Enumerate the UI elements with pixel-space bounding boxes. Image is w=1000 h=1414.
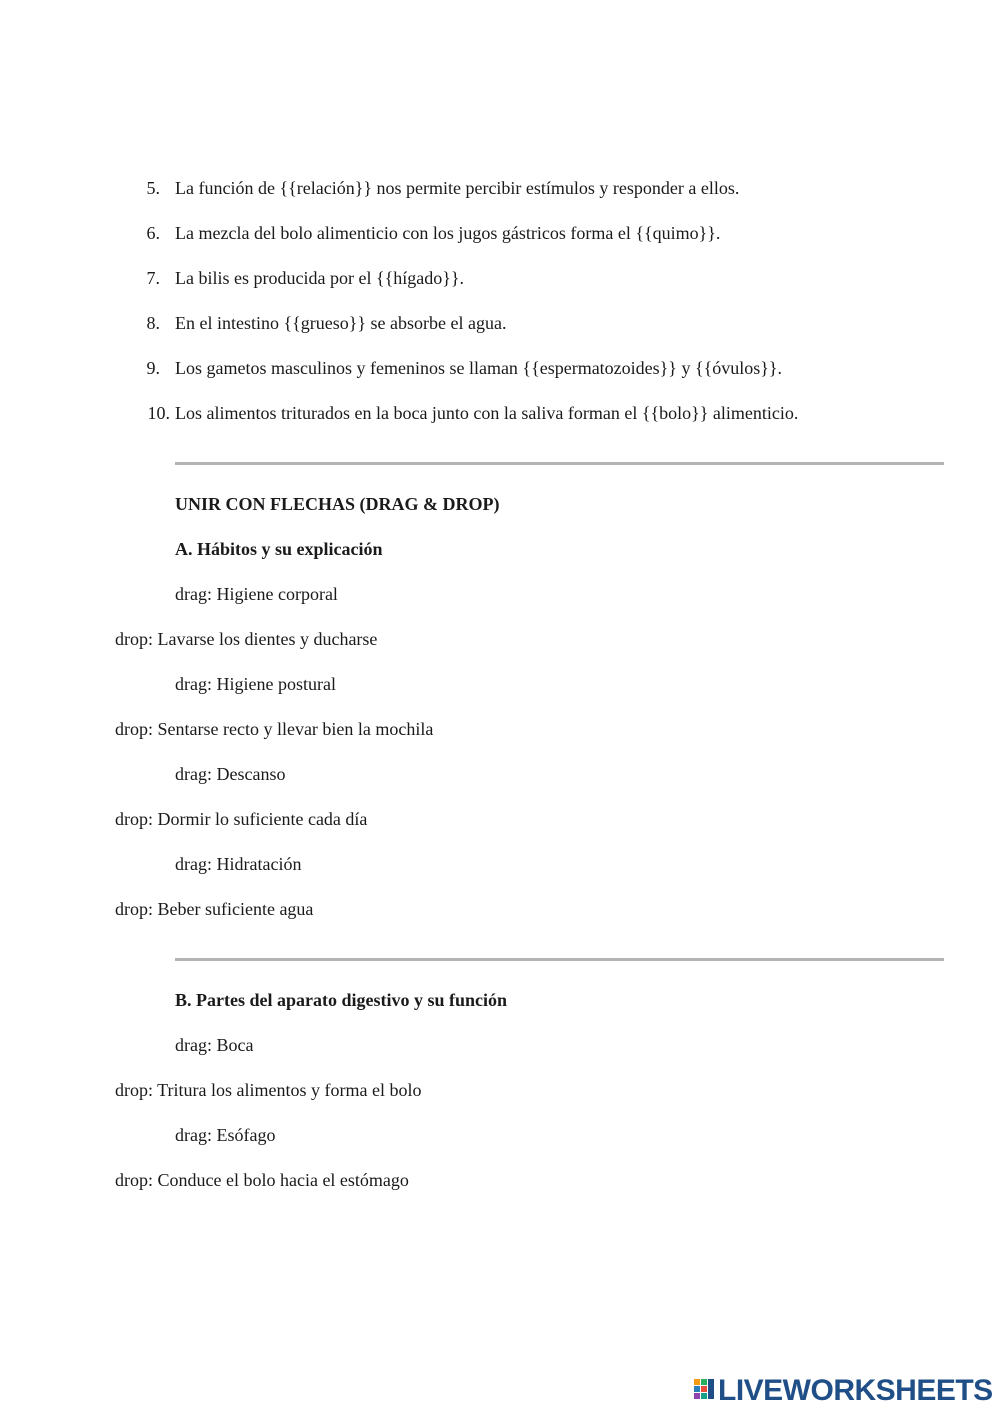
- drag-item[interactable]: drag: Higiene postural: [175, 674, 336, 694]
- question-number: 6.: [146, 223, 160, 243]
- brand-name: LIVEWORKSHEETS: [718, 1374, 993, 1407]
- liveworksheets-logo-icon: [694, 1379, 716, 1403]
- question-number: 8.: [146, 313, 160, 333]
- divider-rule: [175, 958, 944, 961]
- drag-item[interactable]: drag: Higiene corporal: [175, 584, 338, 604]
- question-number: 10.: [147, 403, 170, 423]
- question-text: Los alimentos triturados en la boca junto con la saliva forman el {{bolo}} alimenticio.: [175, 403, 799, 423]
- question-text: La bilis es producida por el {{hígado}}.: [175, 268, 464, 288]
- question-number: 5.: [146, 178, 160, 198]
- drop-target[interactable]: drop: Lavarse los dientes y ducharse: [115, 629, 378, 649]
- question-text: Los gametos masculinos y femeninos se llaman {{espermatozoides}} y {{óvulos}}.: [175, 358, 783, 378]
- drop-target[interactable]: drop: Sentarse recto y llevar bien la mochila: [115, 719, 434, 739]
- drag-item[interactable]: drag: Descanso: [175, 764, 286, 784]
- question-text: La función de {{relación}} nos permite percibir estímulos y responder a ellos.: [175, 178, 740, 198]
- question-number: 7.: [146, 268, 160, 288]
- drop-target[interactable]: drop: Dormir lo suficiente cada día: [115, 809, 368, 829]
- liveworksheets-brand: [694, 1376, 993, 1406]
- matching-heading: UNIR CON FLECHAS (DRAG & DROP): [175, 494, 500, 514]
- drag-item[interactable]: drag: Esófago: [175, 1125, 276, 1145]
- section-b-title: B. Partes del aparato digestivo y su función: [175, 990, 508, 1010]
- question-text: En el intestino {{grueso}} se absorbe el agua.: [175, 313, 507, 333]
- divider-rule: [175, 462, 944, 465]
- section-a-title: A. Hábitos y su explicación: [175, 539, 383, 559]
- drop-target[interactable]: drop: Conduce el bolo hacia el estómago: [115, 1170, 409, 1190]
- drag-item[interactable]: drag: Hidratación: [175, 854, 302, 874]
- drop-target[interactable]: drop: Beber suficiente agua: [115, 899, 314, 919]
- drag-item[interactable]: drag: Boca: [175, 1035, 254, 1055]
- question-text: La mezcla del bolo alimenticio con los jugos gástricos forma el {{quimo}}.: [175, 223, 721, 243]
- question-number: 9.: [146, 358, 160, 378]
- drop-target[interactable]: drop: Tritura los alimentos y forma el bolo: [115, 1080, 422, 1100]
